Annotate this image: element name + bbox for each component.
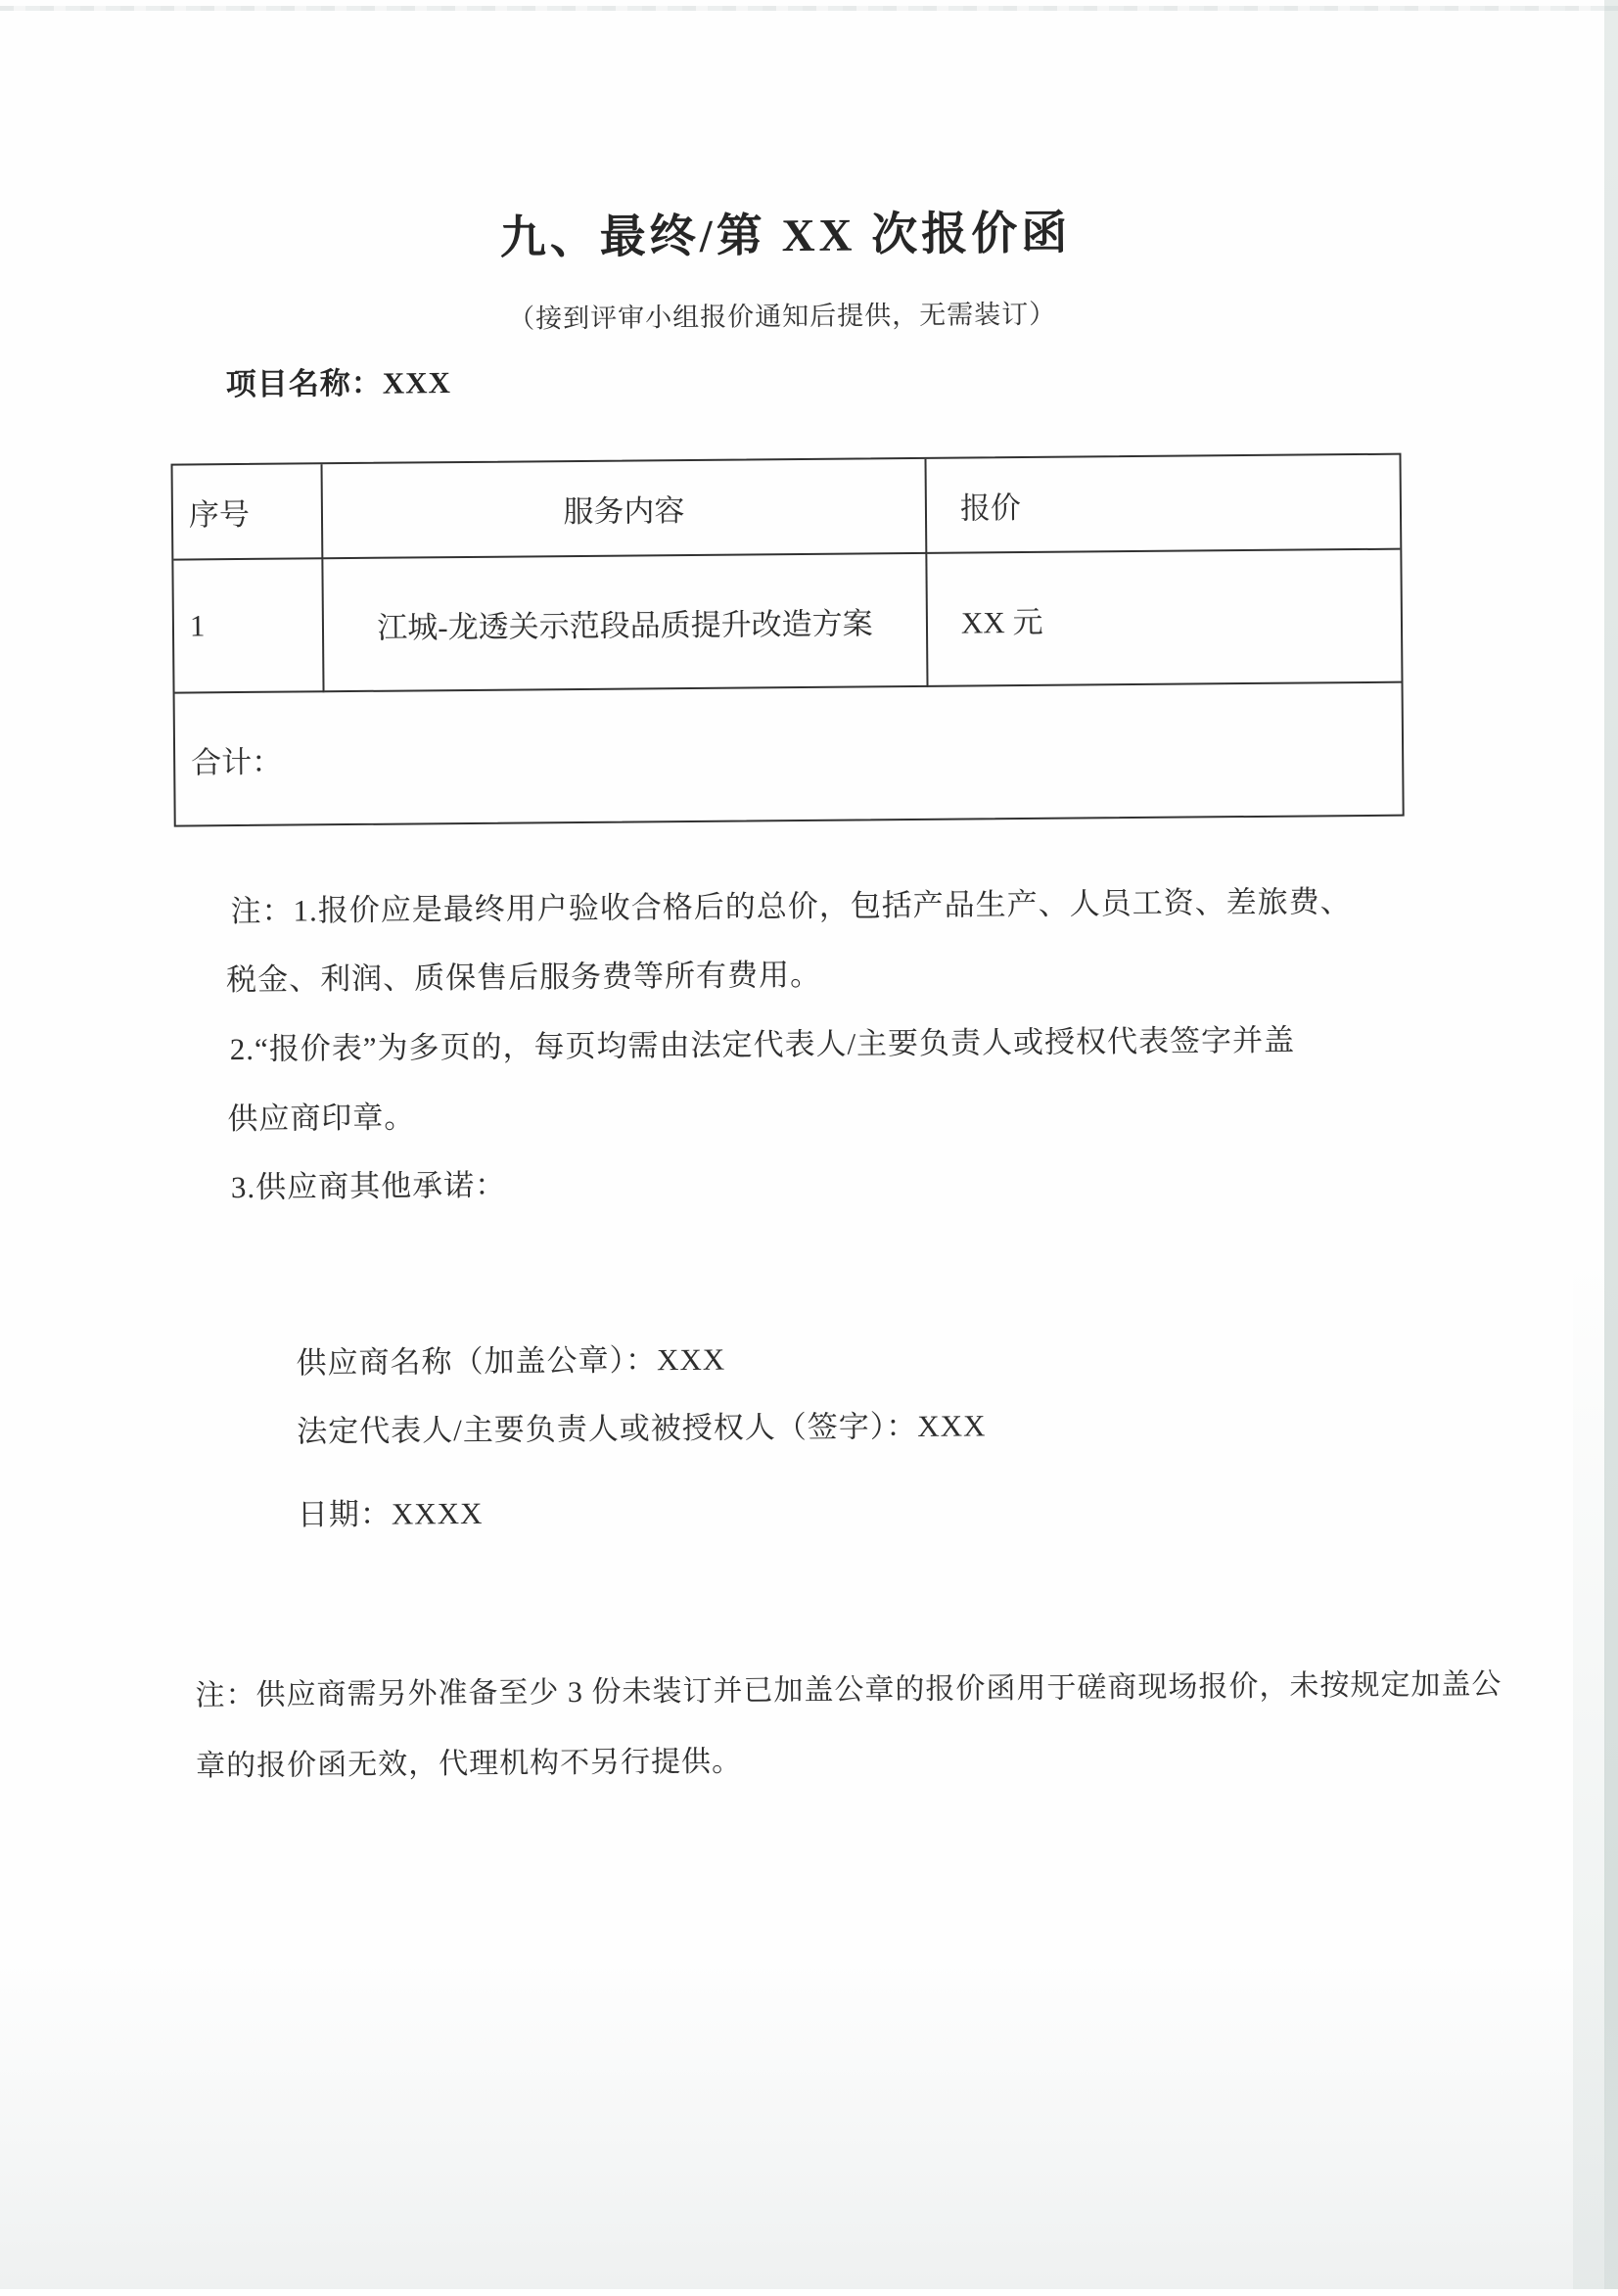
header-cell-price: 报价 xyxy=(926,455,1400,554)
note-line-4: 供应商印章。 xyxy=(227,1100,416,1137)
header-cell-service: 服务内容 xyxy=(323,459,928,559)
document-subtitle: （接到评审小组报价通知后提供，无需装订） xyxy=(508,299,1057,334)
cell-total-label: 合计： xyxy=(191,744,283,779)
table-total-row xyxy=(175,683,1403,825)
note-line-2: 税金、利润、质保售后服务费等所有费用。 xyxy=(225,957,822,998)
signature-legal-rep-line: 法定代表人/主要负责人或被授权人（签字）：XXX xyxy=(296,1408,987,1449)
note-line-1: 注：1.报价应是最终用户验收合格后的总价，包括产品生产、人员工资、差旅费、 xyxy=(230,884,1352,929)
table-header-row xyxy=(173,455,1401,561)
quotation-table xyxy=(171,453,1405,827)
cell-row-index: 1 xyxy=(173,559,324,693)
note-line-5: 3.供应商其他承诺： xyxy=(230,1167,507,1205)
document-title: 九、最终/第 XX 次报价函 xyxy=(499,208,1072,264)
signature-supplier-line: 供应商名称（加盖公章）：XXX xyxy=(296,1341,726,1381)
header-cell-index: 序号 xyxy=(173,464,324,560)
note-line-3: 2.“报价表”为多页的，每页均需由法定代表人/主要负责人或授权代表签字并盖 xyxy=(229,1022,1296,1067)
signature-date-line: 日期：XXXX xyxy=(297,1495,484,1532)
footer-note-line-2: 章的报价函无效，代理机构不另行提供。 xyxy=(195,1745,743,1783)
table-row xyxy=(173,550,1401,694)
footer-note-line-1: 注：供应商需另外准备至少 3 份未装订并已加盖公章的报价函用于磋商现场报价，未按规定加盖公 xyxy=(195,1667,1502,1712)
project-name-line: 项目名称：XXX xyxy=(225,365,452,402)
cell-price: XX 元 xyxy=(927,550,1401,687)
cell-service-content: 江城-龙透关示范段品质提升改造方案 xyxy=(323,554,928,692)
